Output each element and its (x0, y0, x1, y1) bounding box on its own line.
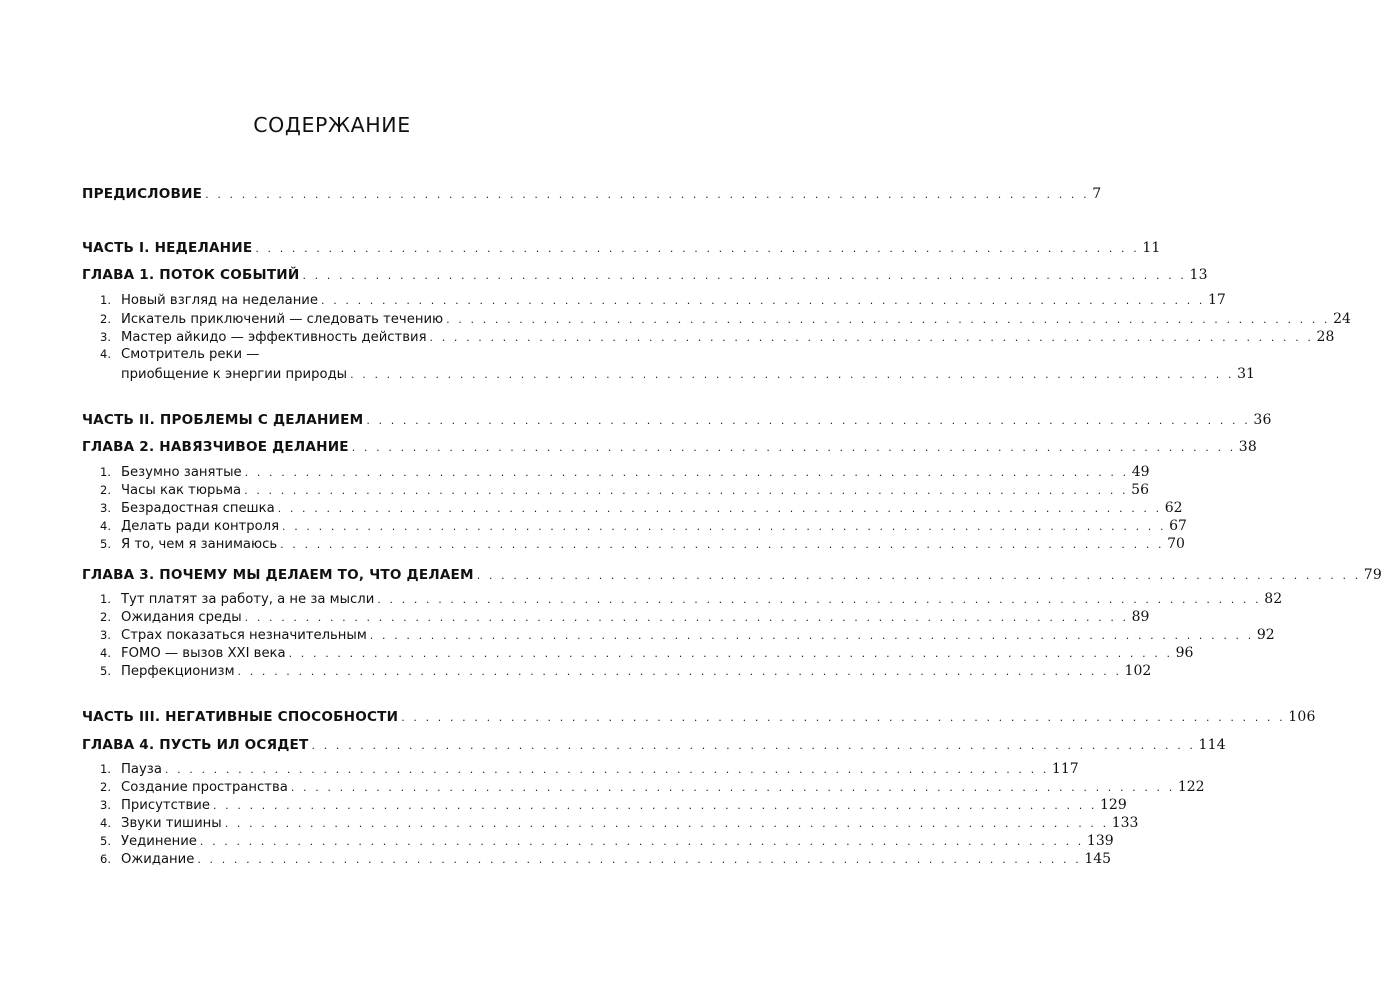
entry-number: 1. (100, 762, 111, 776)
entry-number: 4. (100, 519, 111, 533)
toc-entry-chapter-1 (82, 267, 1208, 287)
entry-number: 5. (100, 537, 111, 551)
dot-leader: . . . . . . . . . . . . . . . . . . . . . . . . . . . . . . . . . . . . . . . . . . . . . . . . . . . . . . . . . . . . . . . . . . . . . . . . . (255, 242, 1140, 255)
toc-subentry (100, 311, 1351, 331)
dot-leader: . . . . . . . . . . . . . . . . . . . . . . . . . . . . . . . . . . . . . . . . . . . . . . . . . . . . . . . . . . . . . . . . . . . . . . . . . (446, 313, 1331, 326)
entry-label: Я то, чем я занимаюсь (121, 537, 278, 552)
entry-number: 4. (100, 347, 111, 361)
toc-entry-preface (82, 186, 1102, 206)
dot-leader: . . . . . . . . . . . . . . . . . . . . . . . . . . . . . . . . . . . . . . . . . . . . . . . . . . . . . . . . . . . . . . . . . . . . . . . . . (351, 441, 1236, 454)
entry-label: Пауза (121, 762, 162, 777)
dot-leader: . . . . . . . . . . . . . . . . . . . . . . . . . . . . . . . . . . . . . . . . . . . . . . . . . . . . . . . . . . . . . . . . . . . . . . . . . (244, 466, 1129, 479)
toc-subentry (100, 627, 1275, 647)
entry-number: 2. (100, 610, 111, 624)
toc-subentry (100, 329, 1335, 349)
entry-number: 5. (100, 664, 111, 678)
toc-subentry (100, 609, 1150, 629)
dot-leader: . . . . . . . . . . . . . . . . . . . . . . . . . . . . . . . . . . . . . . . . . . . . . . . . . . . . . . . . . . . . . . . . . . . . . . . . . (311, 739, 1196, 752)
entry-label: Безрадостная спешка (121, 501, 275, 516)
entry-label: Искатель приключений — следовать течению (121, 312, 444, 327)
toc-subentry (100, 851, 1112, 871)
entry-label: Ожидание (121, 852, 195, 867)
entry-page: 92 (1256, 627, 1275, 643)
dot-leader: . . . . . . . . . . . . . . . . . . . . . . . . . . . . . . . . . . . . . . . . . . . . . . . . . . . . . . . . . . . . . . . . . . . . . . . . . (429, 331, 1314, 344)
dot-leader: . . . . . . . . . . . . . . . . . . . . . . . . . . . . . . . . . . . . . . . . . . . . . . . . . . . . . . . . . . . . . . . . . . . . . . . . . (212, 799, 1097, 812)
entry-label: Новый взгляд на неделание (121, 293, 318, 308)
toc-subentry (100, 464, 1150, 484)
entry-page: 145 (1084, 851, 1112, 867)
toc-entry-chapter-2 (82, 439, 1258, 459)
dot-leader: . . . . . . . . . . . . . . . . . . . . . . . . . . . . . . . . . . . . . . . . . . . . . . . . . . . . . . . . . . . . . . . . . . . . . . . . . (377, 593, 1262, 606)
toc-subentry (100, 536, 1185, 556)
entry-number: 3. (100, 628, 111, 642)
toc-subentry (100, 518, 1187, 538)
toc-subentry (100, 663, 1152, 683)
toc-subentry (100, 797, 1127, 817)
entry-number: 3. (100, 330, 111, 344)
entry-page: 62 (1164, 500, 1183, 516)
entry-page: 117 (1051, 761, 1079, 777)
entry-page: 31 (1237, 366, 1255, 382)
toc-entry-part-3 (82, 709, 1316, 729)
entry-label: Звуки тишины (121, 816, 222, 831)
entry-page: 102 (1124, 663, 1152, 679)
entry-label: Тут платят за работу, а не за мысли (121, 592, 375, 607)
entry-label: ГЛАВА 3. ПОЧЕМУ МЫ ДЕЛАЕМ ТО, ЧТО ДЕЛАЕМ (82, 567, 474, 583)
toc-subentry (100, 779, 1205, 799)
entry-number: 1. (100, 465, 111, 479)
entry-page: 17 (1208, 292, 1226, 308)
toc-subentry-continuation (121, 366, 1255, 386)
toc-subentry (100, 482, 1149, 502)
entry-page: 139 (1086, 833, 1114, 849)
dot-leader: . . . . . . . . . . . . . . . . . . . . . . . . . . . . . . . . . . . . . . . . . . . . . . . . . . . . . . . . . . . . . . . . . . . . . . . . . (244, 611, 1129, 624)
entry-page: 70 (1167, 536, 1185, 552)
dot-leader: . . . . . . . . . . . . . . . . . . . . . . . . . . . . . . . . . . . . . . . . . . . . . . . . . . . . . . . . . . . . . . . . . . . . . . . . . (237, 665, 1122, 678)
entry-number: 2. (100, 312, 111, 326)
dot-leader: . . . . . . . . . . . . . . . . . . . . . . . . . . . . . . . . . . . . . . . . . . . . . . . . . . . . . . . . . . . . . . . . . . . . . . . . . (282, 520, 1167, 533)
entry-page: 24 (1333, 311, 1351, 327)
entry-label: ЧАСТЬ II. ПРОБЛЕМЫ С ДЕЛАНИЕМ (82, 412, 364, 428)
entry-page: 13 (1189, 267, 1208, 283)
entry-page: 67 (1169, 518, 1187, 534)
toc-entry-chapter-3 (82, 567, 1382, 587)
entry-number: 6. (100, 852, 111, 866)
toc-subentry (100, 500, 1183, 520)
entry-label: приобщение к энергии природы (121, 367, 348, 382)
dot-leader: . . . . . . . . . . . . . . . . . . . . . . . . . . . . . . . . . . . . . . . . . . . . . . . . . . . . . . . . . . . . . . . . . . . . . . . . . (280, 538, 1165, 551)
dot-leader: . . . . . . . . . . . . . . . . . . . . . . . . . . . . . . . . . . . . . . . . . . . . . . . . . . . . . . . . . . . . . . . . . . . . . . . . . (288, 647, 1173, 660)
entry-label: ЧАСТЬ I. НЕДЕЛАНИЕ (82, 240, 253, 256)
entry-page: 82 (1264, 591, 1283, 607)
entry-page: 122 (1177, 779, 1205, 795)
entry-page: 7 (1092, 186, 1102, 202)
dot-leader: . . . . . . . . . . . . . . . . . . . . . . . . . . . . . . . . . . . . . . . . . . . . . . . . . . . . . . . . . . . . . . . . . . . . . . . . . (277, 502, 1162, 515)
entry-page: 106 (1288, 709, 1316, 725)
toc-subentry (100, 292, 1226, 312)
toc-entry-part-1 (82, 240, 1161, 260)
dot-leader: . . . . . . . . . . . . . . . . . . . . . . . . . . . . . . . . . . . . . . . . . . . . . . . . . . . . . . . . . . . . . . . . . . . . . . . . . (205, 188, 1090, 201)
entry-page: 133 (1111, 815, 1139, 831)
entry-number: 2. (100, 780, 111, 794)
dot-leader: . . . . . . . . . . . . . . . . . . . . . . . . . . . . . . . . . . . . . . . . . . . . . . . . . . . . . . . . . . . . . . . . . . . . . . . . . (197, 853, 1082, 866)
dot-leader: . . . . . . . . . . . . . . . . . . . . . . . . . . . . . . . . . . . . . . . . . . . . . . . . . . . . . . . . . . . . . . . . . . . . . . . . . (401, 711, 1286, 724)
entry-label: Часы как тюрьма (121, 483, 242, 498)
entry-page: 79 (1363, 567, 1382, 583)
toc-subentry (100, 347, 550, 367)
entry-page: 28 (1316, 329, 1335, 345)
entry-label: ГЛАВА 2. НАВЯЗЧИВОЕ ДЕЛАНИЕ (82, 439, 349, 455)
entry-page: 56 (1131, 482, 1149, 498)
dot-leader: . . . . . . . . . . . . . . . . . . . . . . . . . . . . . . . . . . . . . . . . . . . . . . . . . . . . . . . . . . . . . . . . . . . . . . . . . (302, 269, 1187, 282)
page-title: СОДЕРЖАНИЕ (253, 113, 411, 137)
dot-leader: . . . . . . . . . . . . . . . . . . . . . . . . . . . . . . . . . . . . . . . . . . . . . . . . . . . . . . . . . . . . . . . . . . . . . . . . . (244, 484, 1129, 497)
entry-number: 1. (100, 293, 111, 307)
entry-page: 11 (1142, 240, 1161, 256)
entry-page: 49 (1131, 464, 1150, 480)
dot-leader: . . . . . . . . . . . . . . . . . . . . . . . . . . . . . . . . . . . . . . . . . . . . . . . . . . . . . . . . . . . . . . . . . . . . . . . . . (321, 294, 1206, 307)
dot-leader: . . . . . . . . . . . . . . . . . . . . . . . . . . . . . . . . . . . . . . . . . . . . . . . . . . . . . . . . . . . . . . . . . . . . . . . . . (224, 817, 1109, 830)
entry-page: 96 (1175, 645, 1194, 661)
toc-entry-part-2 (82, 412, 1272, 432)
toc-subentry (100, 815, 1139, 835)
toc-entry-chapter-4 (82, 737, 1226, 757)
entry-label: Безумно занятые (121, 465, 242, 480)
entry-number: 5. (100, 834, 111, 848)
entry-label: Уединение (121, 834, 197, 849)
entry-label: Присутствие (121, 798, 210, 813)
dot-leader: . . . . . . . . . . . . . . . . . . . . . . . . . . . . . . . . . . . . . . . . . . . . . . . . . . . . . . . . . . . . . . . . . . . . . . . . . (476, 569, 1361, 582)
entry-number: 2. (100, 483, 111, 497)
entry-label: ЧАСТЬ III. НЕГАТИВНЫЕ СПОСОБНОСТИ (82, 709, 399, 725)
entry-number: 4. (100, 646, 111, 660)
entry-label: Мастер айкидо — эффективность действия (121, 330, 427, 345)
entry-label: Ожидания среды (121, 610, 242, 625)
entry-number: 3. (100, 501, 111, 515)
dot-leader: . . . . . . . . . . . . . . . . . . . . . . . . . . . . . . . . . . . . . . . . . . . . . . . . . . . . . . . . . . . . . . . . . . . . . . . . . (369, 629, 1254, 642)
entry-label: ГЛАВА 4. ПУСТЬ ИЛ ОСЯДЕТ (82, 737, 309, 753)
entry-page: 36 (1253, 412, 1272, 428)
entry-label: Страх показаться незначительным (121, 628, 367, 643)
toc-subentry (100, 761, 1079, 781)
entry-number: 4. (100, 816, 111, 830)
entry-page: 89 (1131, 609, 1150, 625)
entry-label: Перфекционизм (121, 664, 235, 679)
dot-leader: . . . . . . . . . . . . . . . . . . . . . . . . . . . . . . . . . . . . . . . . . . . . . . . . . . . . . . . . . . . . . . . . . . . . . . . . . (199, 835, 1084, 848)
entry-label: FOMO — вызов XXI века (121, 646, 286, 661)
entry-label: Смотритель реки — (121, 347, 260, 362)
toc-subentry (100, 591, 1283, 611)
toc-subentry (100, 645, 1194, 665)
entry-number: 1. (100, 592, 111, 606)
dot-leader: . . . . . . . . . . . . . . . . . . . . . . . . . . . . . . . . . . . . . . . . . . . . . . . . . . . . . . . . . . . . . . . . . . . . . . . . . (290, 781, 1175, 794)
entry-label: ГЛАВА 1. ПОТОК СОБЫТИЙ (82, 267, 300, 283)
dot-leader: . . . . . . . . . . . . . . . . . . . . . . . . . . . . . . . . . . . . . . . . . . . . . . . . . . . . . . . . . . . . . . . . . . . . . . . . . (350, 368, 1235, 381)
entry-number: 3. (100, 798, 111, 812)
entry-page: 129 (1100, 797, 1127, 813)
entry-label: Создание пространства (121, 780, 288, 795)
dot-leader: . . . . . . . . . . . . . . . . . . . . . . . . . . . . . . . . . . . . . . . . . . . . . . . . . . . . . . . . . . . . . . . . . . . . . . . . . (164, 763, 1049, 776)
entry-page: 114 (1198, 737, 1226, 753)
entry-label: ПРЕДИСЛОВИЕ (82, 186, 203, 202)
entry-label: Делать ради контроля (121, 519, 280, 534)
toc-subentry (100, 833, 1114, 853)
entry-page: 38 (1238, 439, 1258, 455)
dot-leader: . . . . . . . . . . . . . . . . . . . . . . . . . . . . . . . . . . . . . . . . . . . . . . . . . . . . . . . . . . . . . . . . . . . . . . . . . (366, 414, 1251, 427)
